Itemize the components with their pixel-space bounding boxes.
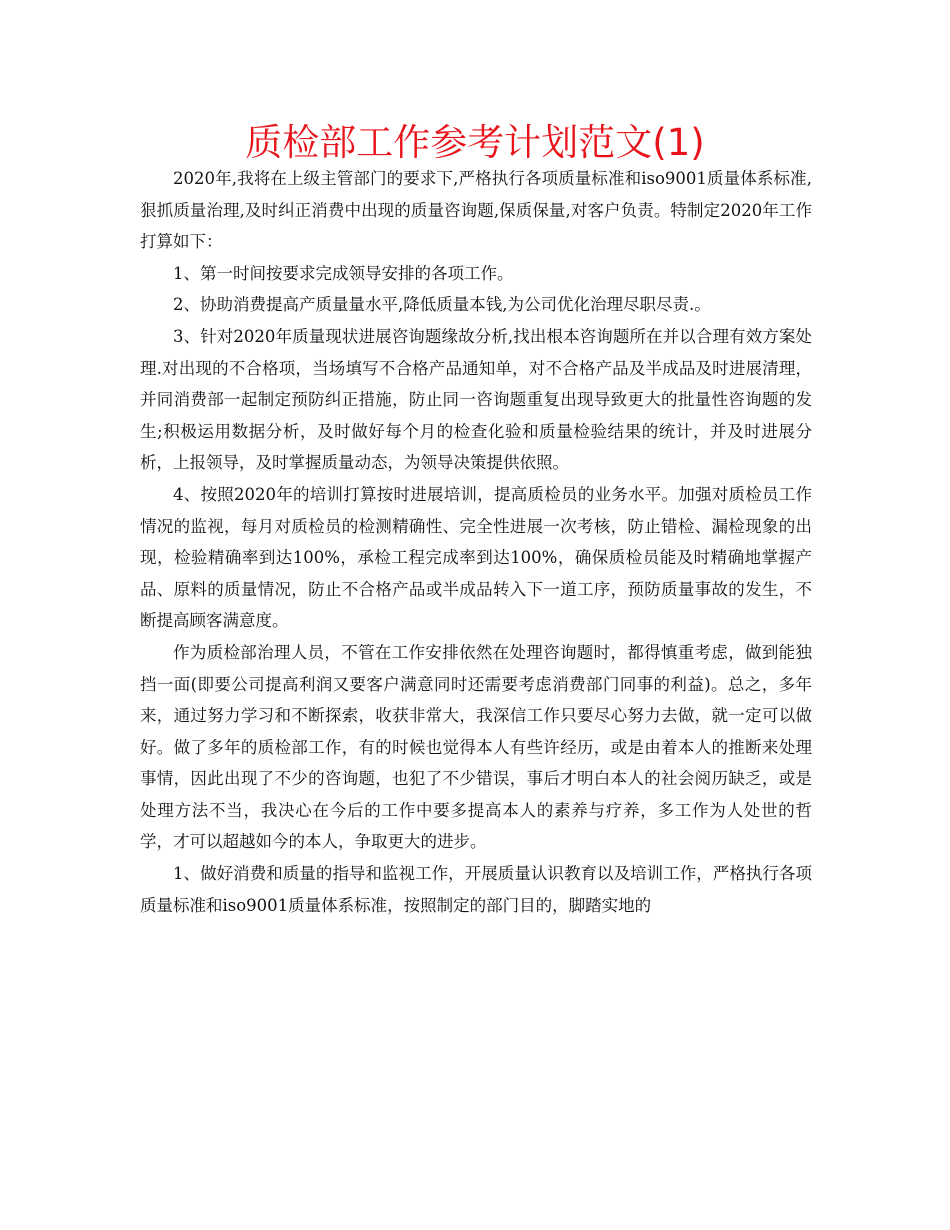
paragraph-item-3: 3、针对2020年质量现状进展咨询题缘故分析,找出根本咨询题所在并以合理有效方案处理.对出现的不合格项，当场填写不合格产品通知单，对不合格产品及半成品及时进展清理，并同消费部一起制定预防纠正措施，防止同一咨询题重复出现导致更大的批量性咨询题的发生;积极运用数据分析，及时做好每个月的检查化验和质量检验结果的统计，并及时进展分析，上报领导，及时掌握质量动态，为领导决策提供依照。 <box>140 326 812 473</box>
paragraph-item-4: 4、按照2020年的培训打算按时进展培训，提高质检员的业务水平。加强对质检员工作情况的监视，每月对质检员的检测精确性、完全性进展一次考核，防止错检、漏检现象的出现，检验精确率到达100%，承检工程完成率到达100%，确保质检员能及时精确地掌握产品、原料的质量情况，防止不合格产品或半成品转入下一道工序，预防质量事故的发生，不断提高顾客满意度。 <box>140 484 812 631</box>
paragraph-item-2: 2、协助消费提高产质量量水平,降低质量本钱,为公司优化治理尽职尽责.。 <box>173 295 711 315</box>
document-body <box>140 163 812 921</box>
document-title: 质检部工作参考计划范文(1) <box>245 121 705 164</box>
paragraph-item-1: 1、第一时间按要求完成领导安排的各项工作。 <box>173 263 514 283</box>
paragraph-summary: 作为质检部治理人员，不管在工作安排依然在处理咨询题时，都得慎重考虑，做到能独挡一面(即要公司提高利润又要客户满意同时还需要考虑消费部门同事的利益)。总之，多年来，通过努力学习和不断探索，收获非常大，我深信工作只要尽心努力去做，就一定可以做好。做了多年的质检部工作，有的时候也觉得本人有些许经历，或是由着本人的推断来处理事情，因此出现了不少的咨询题，也犯了不少错误，事后才明白本人的社会阅历缺乏，或是处理方法不当，我决心在今后的工作中要多提高本人的素养与疗养，多工作为人处世的哲学，才可以超越如今的本人，争取更大的进步。 <box>140 642 812 852</box>
paragraph-plan-1: 1、做好消费和质量的指导和监视工作，开展质量认识教育以及培训工作，严格执行各项质量标准和iso9001质量体系标准，按照制定的部门目的，脚踏实地的 <box>140 864 812 915</box>
paragraph-intro: 2020年,我将在上级主管部门的要求下,严格执行各项质量标准和iso9001质量体系标准,狠抓质量治理,及时纠正消费中出现的质量咨询题,保质保量,对客户负责。特制定2020年工作打算如下： <box>140 169 812 252</box>
